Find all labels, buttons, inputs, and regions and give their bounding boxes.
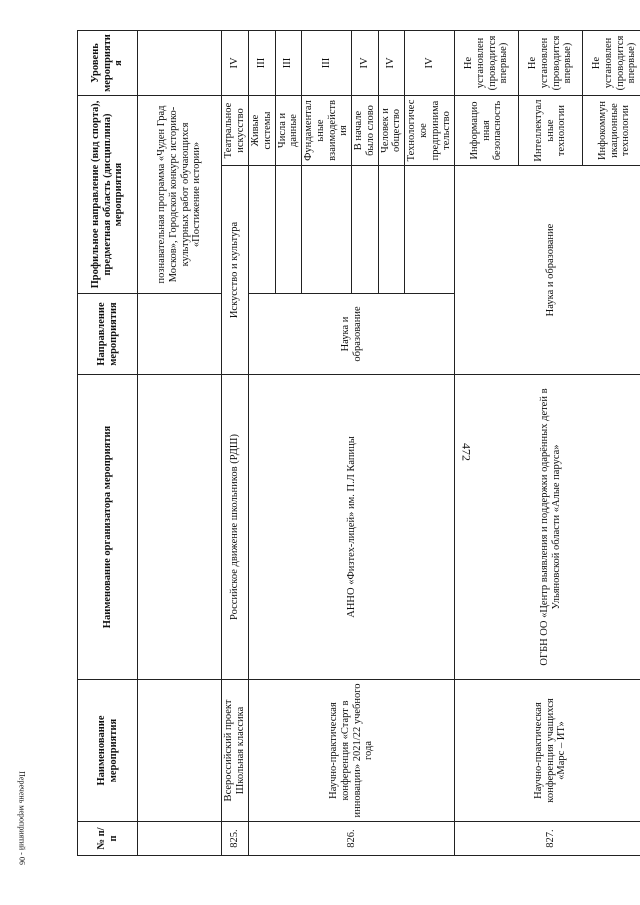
row-826-spacer-cell	[405, 166, 455, 294]
row-826-spacer-cell	[275, 166, 302, 294]
continuation-profile: познавательная программа «Чуден Град Москов», Городской конкурс историко-культурных работ обучающихся «Постижение истории»	[138, 96, 222, 294]
rotated-table-container	[77, 31, 638, 856]
events-table	[77, 30, 640, 856]
row-826-name: Научно-практическая конференция «Старт в инновации» 2021/22 учебного года	[249, 680, 455, 822]
header-name: Наименование мероприятия	[78, 680, 138, 822]
row-827-level-1: Не установлен (проводится впервые)	[455, 31, 519, 96]
header-profile: Профильное направление (вид спорта), предметная область (дисциплина) мероприятия	[78, 96, 138, 294]
row-825-direction: Искусство и культура	[222, 166, 249, 375]
header-level: Уровень мероприятия	[78, 31, 138, 96]
row-826-level-5: IV	[378, 31, 405, 96]
row-826-spacer-cell	[249, 166, 276, 294]
row-825-level: IV	[222, 31, 249, 96]
table-row-827-1	[455, 31, 519, 856]
row-827-profile-1: Информационная безопасность	[455, 96, 519, 166]
header-organizer: Наименование организатора мероприятия	[78, 375, 138, 680]
row-826-level-6: IV	[405, 31, 455, 96]
row-827-profile-3: Инфокоммуникационные технологии	[583, 96, 640, 166]
row-826-organizer: АННО «Физтех-лицей» им. П.Л Капицы	[249, 375, 455, 680]
continuation-name-cell	[138, 680, 222, 822]
row-826-profile-1: Живые системы	[249, 96, 276, 166]
header-row	[78, 31, 138, 856]
row-826-profile-3: Фундаментальные взаимодействия	[302, 96, 352, 166]
table-row-826-1	[249, 31, 276, 856]
row-826-level-1: III	[249, 31, 276, 96]
row-827-profile-2: Интеллектуальные технологии	[519, 96, 583, 166]
row-827-level-3: Не установлен (проводится впервые)	[583, 31, 640, 96]
row-825-num: 825.	[222, 822, 249, 856]
continuation-level-cell	[138, 31, 222, 96]
continuation-row	[138, 31, 222, 856]
row-826-level-3: III	[302, 31, 352, 96]
page-number: 472	[459, 443, 474, 461]
continuation-direction-cell	[138, 294, 222, 375]
row-826-profile-6: Технологическое предпринимательство	[405, 96, 455, 166]
header-num: № п/п	[78, 822, 138, 856]
row-827-organizer: ОГБН ОО «Центр выявления и поддержки одарённых детей в Ульяновской области «Алые паруса»	[455, 375, 640, 680]
row-826-profile-2: Числа и данные	[275, 96, 302, 166]
header-direction: Направление мероприятия	[78, 294, 138, 375]
row-827-level-2: Не установлен (проводится впервые)	[519, 31, 583, 96]
row-826-spacer-cell	[352, 166, 379, 294]
row-827-direction: Наука и образование	[455, 166, 640, 375]
row-826-spacer-cell	[378, 166, 405, 294]
continuation-organizer-cell	[138, 375, 222, 680]
row-826-direction: Наука и образование	[249, 294, 455, 375]
row-825-organizer: Российское движение школьников (РДШ)	[222, 375, 249, 680]
row-826-profile-5: Человек и общество	[378, 96, 405, 166]
row-827-name: Научно-практическая конференция учащихся «Марс – ИТ»	[455, 680, 640, 822]
row-826-level-2: III	[275, 31, 302, 96]
row-825-name: Всероссийский проект Школьная классика	[222, 680, 249, 822]
row-827-num: 827.	[455, 822, 640, 856]
table-row-825	[222, 31, 249, 856]
row-826-num: 826.	[249, 822, 455, 856]
row-826-spacer-cell	[302, 166, 352, 294]
footer-text: Перечень мероприятий - 06	[17, 771, 27, 865]
continuation-num-cell	[138, 822, 222, 856]
row-826-profile-4: В начале было слово	[352, 96, 379, 166]
row-825-profile: Театральное искусство	[222, 96, 249, 166]
row-826-level-4: IV	[352, 31, 379, 96]
